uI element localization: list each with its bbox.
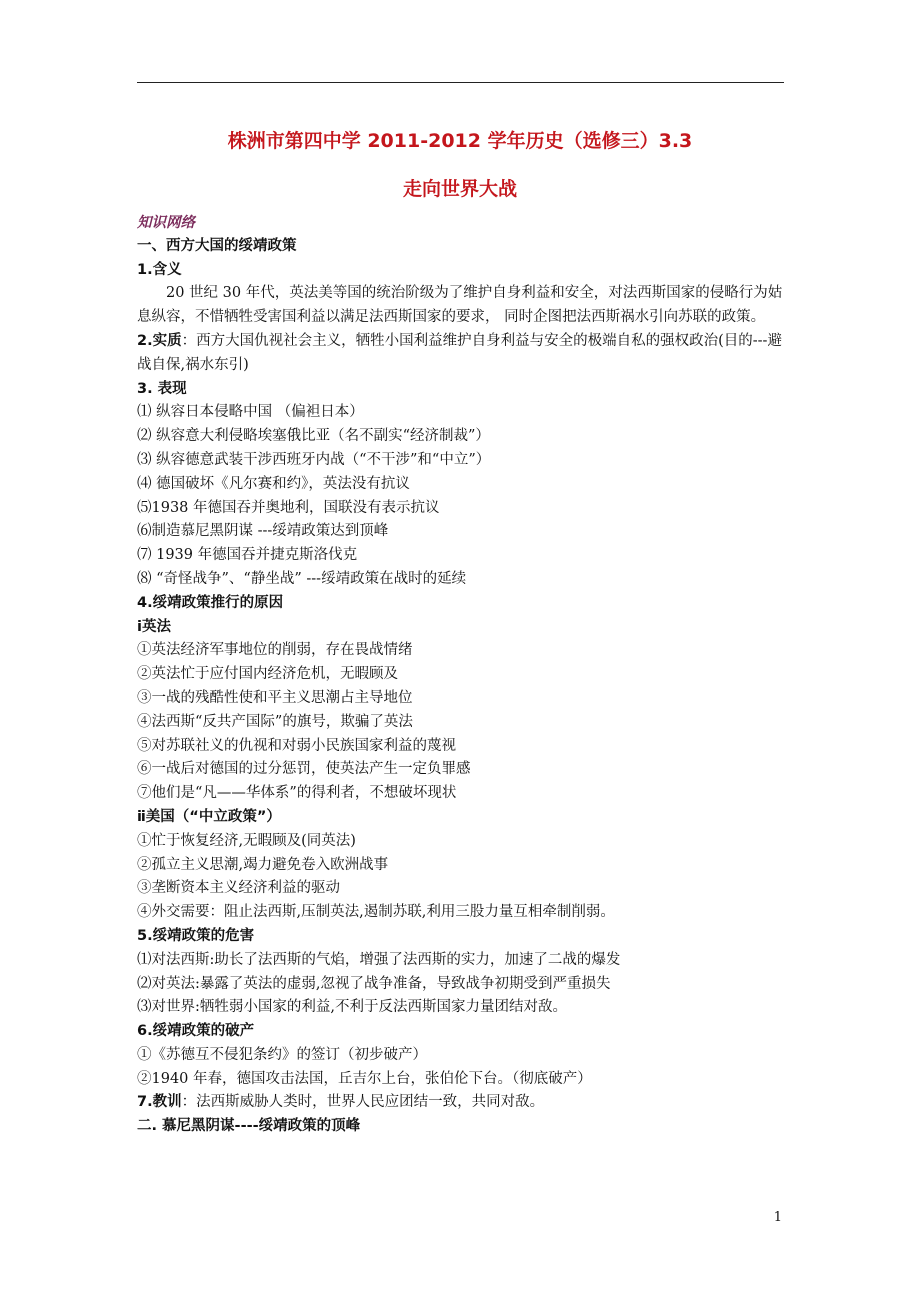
text-line: ④法西斯“反共产国际”的旗号，欺骗了英法: [137, 713, 413, 730]
text-line: ②英法忙于应付国内经济危机，无暇顾及: [137, 666, 398, 683]
text-line: ⑶ 纵容德意武装干涉西班牙内战（“不干涉”和“中立”）: [137, 451, 491, 468]
section-heading: 3. 表现: [137, 380, 187, 397]
text-line: ⑸1938 年德国吞并奥地利，国联没有表示抗议: [137, 499, 440, 516]
document-title: 株洲市第四中学 2011-2012 学年历史（选修三）3.3: [227, 130, 693, 152]
text-line: ⑥一战后对德国的过分惩罚，使英法产生一定负罪感: [137, 761, 471, 778]
text-line: ④外交需要：阻止法西斯,压制英法,遏制苏联,利用三股力量互相牵制削弱。: [137, 904, 615, 921]
text-line: ⑴ 纵容日本侵略中国 （偏袒日本）: [137, 404, 364, 421]
content-lines: [137, 235, 787, 1139]
text-line: ①忙于恢复经济,无暇顾及(同英法): [137, 832, 356, 849]
text-line: ⑹制造慕尼黑阴谋 ---绥靖政策达到顶峰: [137, 523, 389, 540]
text-line: 20 世纪 30 年代，英法美等国的统治阶级为了维护自身利益和安全，对法西斯国家的侵略行为姑息纵容，不惜牺牲受害国利益以满足法西斯国家的要求， 同时企图把法西斯祸水引向苏联的政策。: [137, 285, 783, 326]
text-line: ③垄断资本主义经济利益的驱动: [137, 880, 340, 897]
text-line: ①英法经济军事地位的削弱，存在畏战情绪: [137, 642, 413, 659]
text-line: ⑴对法西斯:助长了法西斯的气焰，增强了法西斯的实力，加速了二战的爆发: [137, 951, 621, 968]
text-line: ⑺ 1939 年德国吞并捷克斯洛伐克: [137, 547, 358, 564]
section-heading: 5.绥靖政策的危害: [137, 927, 255, 944]
lead-label: 7.教训: [137, 1094, 182, 1111]
document-body: [137, 211, 787, 1139]
page-number: 1: [773, 1210, 782, 1225]
section-heading: 1.含义: [137, 261, 182, 278]
section-label: 知识网络: [137, 214, 195, 231]
header-rule: [137, 82, 784, 83]
text-line: ⑶对世界:牺牲弱小国家的利益,不利于反法西斯国家力量团结对敌。: [137, 999, 567, 1016]
text-line: ②孤立主义思潮,竭力避免卷入欧洲战事: [137, 856, 389, 873]
text-line: ①《苏德互不侵犯条约》的签订（初步破产）: [137, 1046, 427, 1063]
section-heading: 一、西方大国的绥靖政策: [137, 237, 297, 254]
page-number-row: [0, 1210, 920, 1225]
document-subtitle: 走向世界大战: [402, 178, 517, 200]
lead-label: 2.实质: [137, 332, 182, 349]
text-line: ⑻ “奇怪战争”、“静坐战” ---绥靖政策在战时的延续: [137, 570, 467, 587]
text-line: ⑤对苏联社义的仇视和对弱小民族国家利益的蔑视: [137, 737, 456, 754]
section-heading: ⅰ英法: [137, 618, 171, 635]
section-heading: 二. 慕尼黑阴谋----绥靖政策的顶峰: [137, 1118, 361, 1135]
section-heading: 6.绥靖政策的破产: [137, 1023, 255, 1040]
text-line: ③一战的残酷性使和平主义思潮占主导地位: [137, 689, 413, 706]
section-heading: 4.绥靖政策推行的原因: [137, 594, 284, 611]
text-line: ⑵对英法:暴露了英法的虚弱,忽视了战争准备，导致战争初期受到严重损失: [137, 975, 611, 992]
text-line: ⑷ 德国破坏《凡尔赛和约》，英法没有抗议: [137, 475, 410, 492]
section-heading: ⅱ美国（“中立政策”）: [137, 808, 281, 825]
text-line: ⑵ 纵容意大利侵略埃塞俄比亚（名不副实“经济制裁”）: [137, 428, 490, 445]
text-line: 2.实质：西方大国仇视社会主义，牺牲小国利益维护自身利益与安全的极端自私的强权政治(目的---避战自保,祸水东引): [137, 332, 782, 373]
text-line: ⑦他们是“凡——华体系”的得利者，不想破坏现状: [137, 785, 457, 802]
text-line: 7.教训：法西斯威胁人类时，世界人民应团结一致，共同对敌。: [137, 1094, 545, 1111]
text-line: ②1940 年春，德国攻击法国，丘吉尔上台，张伯伦下台。（彻底破产）: [137, 1070, 592, 1087]
